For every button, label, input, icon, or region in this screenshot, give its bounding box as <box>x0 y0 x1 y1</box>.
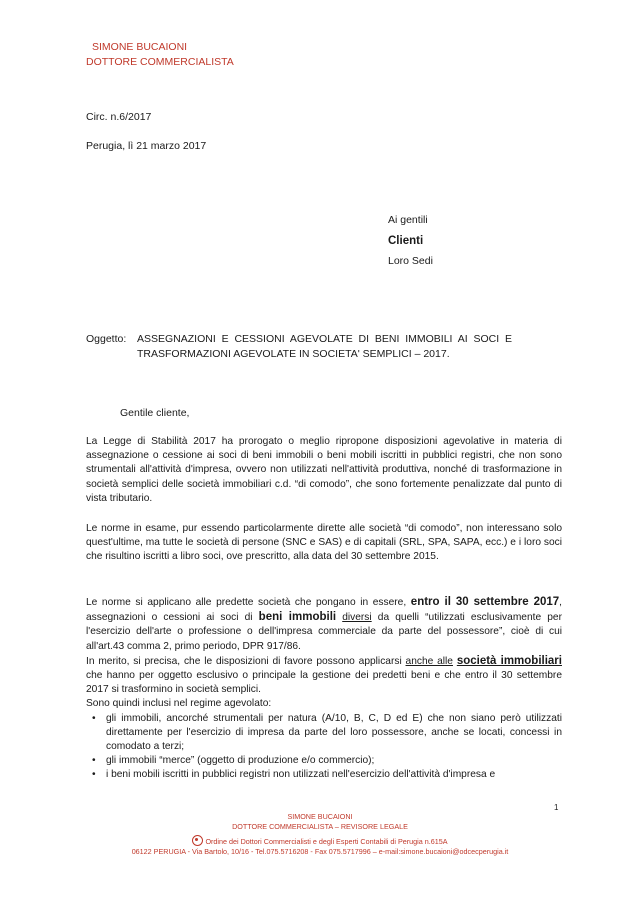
list-item <box>86 768 562 782</box>
recipient-line1: Ai gentili <box>388 214 428 226</box>
footer-order: Ordine dei Dottori Commercialisti e degli Esperti Contabili di Perugia n.615A <box>205 837 448 846</box>
subject-label: Oggetto: <box>86 333 127 345</box>
recipient-line2: Clienti <box>388 235 424 247</box>
p4-part-e: che hanno per oggetto esclusivo o principale la gestione dei predetti beni e che entro il 30 settembre 2017 si trasformino in società semplici. <box>86 670 562 696</box>
p3-part-a: Le norme si applicano alle predette società che pongano in essere, <box>86 597 411 608</box>
p5-text: Sono quindi inclusi nel regime agevolato: <box>86 698 272 710</box>
p3-beni-immobili: beni immobili <box>258 611 337 624</box>
footer-title: DOTTORE COMMERCIALISTA – REVISORE LEGALE <box>232 822 408 831</box>
letterhead <box>86 40 234 70</box>
list-item <box>86 712 562 755</box>
footer <box>60 812 580 857</box>
letterhead-name: SIMONE BUCAIONI <box>92 41 188 53</box>
bullet-icon: • <box>92 712 96 724</box>
place-date: Perugia, lì 21 marzo 2017 <box>86 140 207 152</box>
p4-societa-immobiliari: società immobiliari <box>456 654 562 667</box>
paragraph-1-text: La Legge di Stabilità 2017 ha prorogato o meglio ripropone disposizioni agevolative in materia di assegnazione o cessione ai soci di beni immobili o beni mobili iscritti in pubblici registri, che non sono strumentali all'attività d'impresa, ovvero non utilizzati nell'attività produttiva, nonché di trasformazione in società semplici delle società immobiliari c.d. “di comodo”, che sono fortemente penalizzate dal punto di vista tributario. <box>86 436 562 504</box>
recipient-line3: Loro Sedi <box>388 255 433 267</box>
p4-anche-alle: anche alle <box>405 655 453 667</box>
footer-contacts: 06122 PERUGIA - Via Bartolo, 10/16 - Tel.075.5716208 - Fax 075.5717996 – e-mail:simone.bucaioni@odcecperugia.it <box>131 847 509 856</box>
subject-line2: TRASFORMAZIONI AGEVOLATE IN SOCIETA' SEMPLICI – 2017. <box>137 348 450 360</box>
paragraph-3 <box>86 595 562 783</box>
list-item-text: i beni mobili iscritti in pubblici registri non utilizzati nell'esercizio dell'attività d'impresa e <box>106 769 496 781</box>
subject-line1: ASSEGNAZIONI E CESSIONI AGEVOLATE DI BENI IMMOBILI AI SOCI E <box>137 333 512 345</box>
page-number: 1 <box>554 803 559 812</box>
p3-part-g: da quelli “utilizzati esclusivamente per l'esercizio dell'arte o professione o dell'impresa commerciale da parte del possessore”, cioè di cui all'art.43 comma 2, primo periodo, DPR 917/86. <box>86 612 562 652</box>
p3-part-c: , assegnazioni o cessioni ai soci di <box>86 597 563 624</box>
p4-part-a: In merito, si precisa, che le disposizioni di favore possono applicarsi <box>86 655 406 667</box>
order-seal-icon <box>192 835 203 846</box>
paragraph-2 <box>86 522 562 565</box>
list-item-text: gli immobili, ancorché strumentali per natura (A/10, B, C, D ed E) che non siano però utilizzati direttamente per l'esercizio di impresa da parte del loro possessore, anche se locati, concessi in comodato a terzi; <box>106 712 562 753</box>
greeting: Gentile cliente, <box>120 407 190 419</box>
p3-deadline: entro il 30 settembre 2017 <box>410 596 560 608</box>
list-item <box>86 754 562 768</box>
bullet-list <box>86 712 562 783</box>
bullet-icon: • <box>92 769 96 781</box>
footer-order-line <box>60 835 580 847</box>
letterhead-title: DOTTORE COMMERCIALISTA <box>86 56 234 68</box>
circular-number: Circ. n.6/2017 <box>86 111 152 123</box>
p3-diversi: diversi <box>342 612 372 624</box>
bullet-icon: • <box>92 755 96 767</box>
paragraph-1 <box>86 435 562 506</box>
paragraph-2-text: Le norme in esame, pur essendo particolarmente dirette alle società “di comodo”, non interessano solo quest'ultime, ma tutte le società di persone (SNC e SAS) e di capitali (SRL, SPA, SAPA, ecc.) e i loro soci che risultino iscritti a libro soci, ove prescritto, alla data del 30 settembre 2015. <box>86 523 562 563</box>
footer-name: SIMONE BUCAIONI <box>287 812 353 821</box>
list-item-text: gli immobili “merce” (oggetto di produzione e/o commercio); <box>106 755 375 767</box>
